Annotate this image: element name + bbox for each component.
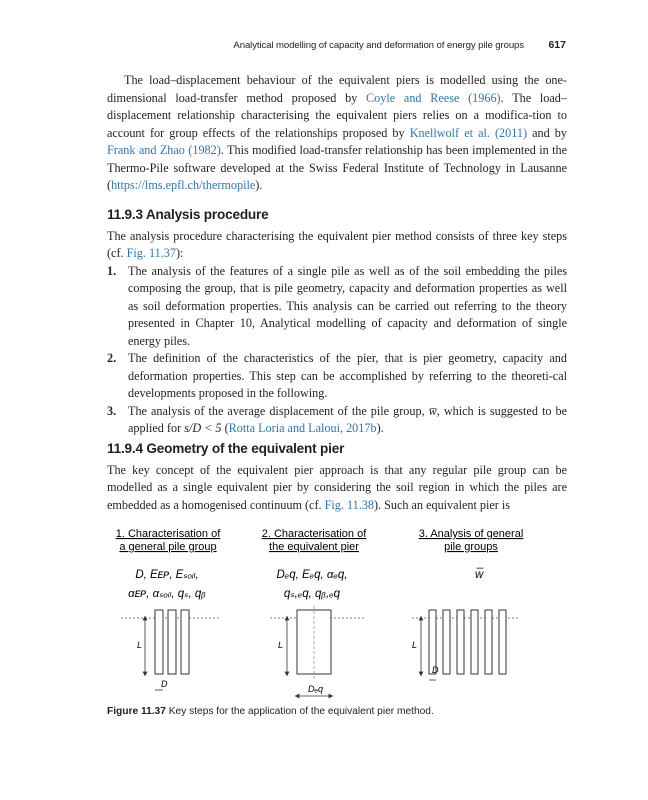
page-number: 617 <box>548 39 566 51</box>
panel-params: D, Eᴇᴘ, Eₛₒᵢₗ, <box>135 569 199 581</box>
panel-title: pile groups <box>444 541 498 553</box>
panel-title: 1. Characterisation of <box>115 528 221 540</box>
panel-3 <box>412 528 523 680</box>
panel-params: αᴇᴘ, αₛₒᵢₗ, qₛ, qᵦ <box>128 588 206 600</box>
diameter-label: D <box>161 679 168 689</box>
section-heading: 11.9.4 Geometry of the equivalent pier <box>107 441 345 456</box>
panel-title: the equivalent pier <box>269 541 359 553</box>
section-analysis-procedure <box>107 206 567 438</box>
running-title: Analytical modelling of capacity and deformation of energy pile groups <box>233 40 524 51</box>
citation-link[interactable]: Rotta Loria and Laloui, 2017b <box>228 421 377 435</box>
panel-2 <box>262 528 367 696</box>
pile <box>457 610 464 674</box>
panel-title: 3. Analysis of general <box>418 528 524 540</box>
figure-caption-label: Figure 11.37 <box>107 706 166 717</box>
section-heading: 11.9.3 Analysis procedure <box>107 207 269 222</box>
steps-list <box>107 263 567 438</box>
url-link[interactable]: https://lms.epfl.ch/thermopile <box>111 178 256 192</box>
pile <box>471 610 478 674</box>
intro-paragraph: The load–displacement behaviour of the equivalent piers is modelled using the one-dimensional load-transfer method proposed by Coyle and Reese (1966). The load–displacement relationship characterising the equivalent piers relies on a modifica-tion to account for group effects of the relationships proposed by Knellwolf et al. (2011) and by Frank and Zhao (1982). This modified load-transfer relationship has been implemented in the Thermo-Pile software developed at the Swiss Federal Institute of Technology in Lausanne (https://lms.epfl.ch/thermopile). <box>107 73 567 192</box>
citation-link[interactable]: Knellwolf et al. (2011) <box>409 125 528 140</box>
pile <box>443 610 450 674</box>
length-label: L <box>412 640 418 650</box>
pile <box>155 610 163 674</box>
figure-caption <box>107 706 434 717</box>
panel-title: a general pile group <box>119 541 217 553</box>
running-header <box>107 40 566 56</box>
diameter-label: Dₑq <box>308 684 323 694</box>
figure-caption-text: Key steps for the application of the equivalent pier method. <box>165 706 434 717</box>
length-label: L <box>278 640 284 650</box>
pile <box>485 610 492 674</box>
pile <box>499 610 506 674</box>
list-item: 2. The definition of the characteristics of the pier, that is pier geometry, capacity and deformation properties. This step can be accomplished by referring to the theoreti-cal developments proposed in the following. <box>107 351 567 400</box>
figure-equivalent-pier-steps <box>107 520 567 710</box>
list-item: 3. The analysis of the average displacement of the pile group, w̅, which is suggested to be applied for s/D < 5 (Rotta Loria and Laloui, 2017b). <box>107 403 567 435</box>
pile <box>181 610 189 674</box>
panel-params: qₛ,ₑq, qᵦ,ₑq <box>283 588 341 600</box>
panel-params: w̅ <box>475 569 484 581</box>
section-geometry <box>107 440 567 514</box>
section-lead: The analysis procedure characterising the equivalent pier method consists of three key steps (cf. Fig. 11.37): <box>107 228 567 260</box>
figure-ref-link[interactable]: Fig. 11.37 <box>126 246 176 260</box>
panel-title: 2. Characterisation of <box>261 528 367 540</box>
length-label: L <box>137 640 143 650</box>
panel-1 <box>116 528 221 690</box>
citation-link[interactable]: Coyle and Reese (1966) <box>366 90 501 105</box>
figure-ref-link[interactable]: Fig. 11.38 <box>324 497 374 512</box>
pile <box>168 610 176 674</box>
diameter-label: D <box>432 665 439 675</box>
intro-section <box>107 72 567 195</box>
citation-link[interactable]: Frank and Zhao (1982) <box>107 143 221 157</box>
section-paragraph: The key concept of the equivalent pier approach is that any regular pile group can be modelled as a single equivalent pier by considering the soil region in which the piles are embedded as a homogenised continuum (cf. Fig. 11.38). Such an equivalent pier is <box>107 462 567 512</box>
list-item: 1. The analysis of the features of a single pile as well as of the soil embedding the piles composing the group, that is pile geometry, capacity and deformation properties as well as soil deformation properties. This analysis can be carried out referring to the theory presented in Chapter 10, Analytical modelling of capacity and deformation of single energy piles. <box>107 263 567 348</box>
panel-params: Dₑq, Eₑq, αₑq, <box>276 569 348 581</box>
